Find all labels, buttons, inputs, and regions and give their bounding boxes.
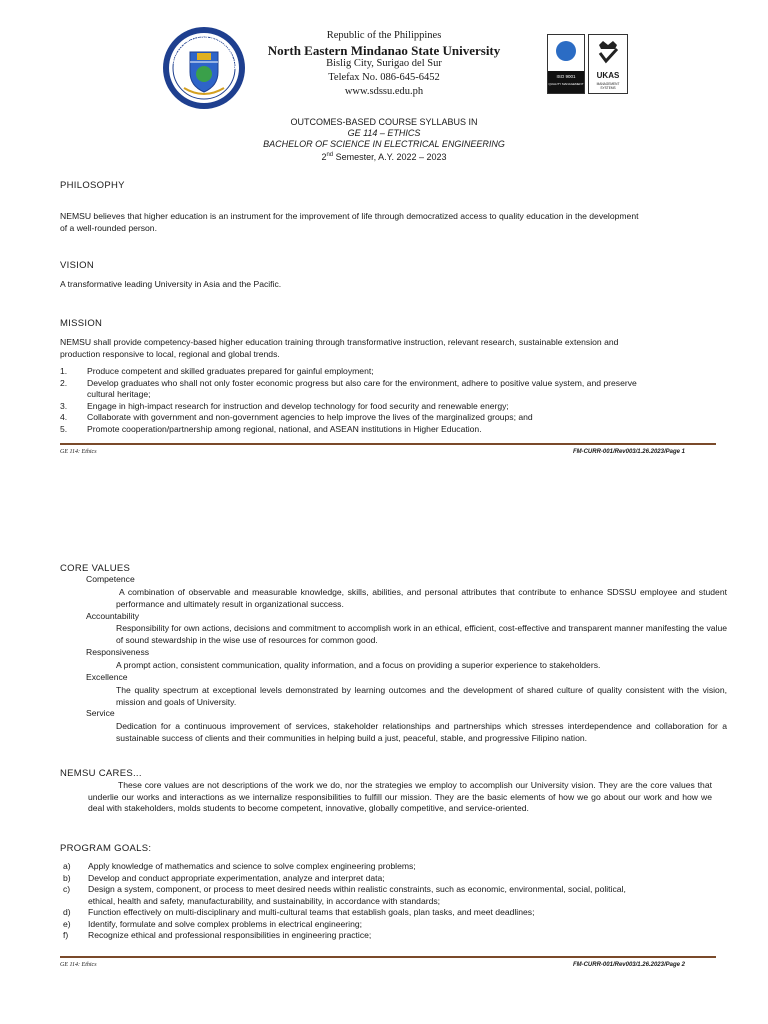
list-item-number: 5. bbox=[60, 423, 68, 434]
list-item-number: 1. bbox=[60, 366, 68, 376]
goal-letter: b) bbox=[63, 872, 71, 883]
core-value-label-responsiveness: Responsiveness bbox=[86, 647, 150, 657]
core-value-desc-service: Dedication for a continuous improvement of services, stakeholder relationships and partnerships which stresses interdependence and collaboration for a sustainable success of clients and their communities in helping build a just, peaceful, stable, and progressive Filipino nation. bbox=[116, 721, 727, 743]
philosophy-text bbox=[60, 211, 730, 234]
core-value-desc-excellence: The quality spectrum at exceptional levels demonstrated by learning outcomes and the development of shared culture of quality consistent with the vision, mission and goals of University. bbox=[116, 685, 727, 707]
nqa-logo-icon bbox=[556, 41, 576, 61]
iso-label: ISO 9001 bbox=[556, 74, 576, 79]
program-name: BACHELOR OF SCIENCE IN ELECTRICAL ENGINEERING bbox=[263, 139, 505, 149]
seal-text: NORTH EASTERN MINDANAO STA bbox=[170, 33, 239, 70]
goal-letter: c) bbox=[63, 884, 71, 894]
list-item-number: 2. bbox=[60, 377, 68, 388]
philosophy-line-2: of a well-rounded person. bbox=[60, 222, 157, 233]
semester-number: 2 bbox=[321, 152, 327, 162]
goal-text: Identify, formulate and solve complex problems in electrical engineering; bbox=[88, 918, 363, 929]
nemsu-cares-text: These core values are not descriptions of the work we do, nor the strategies we employ to accomplish our University vision. They are the core values that underlie our works and interactions as we internalize responsibilities to fulfill our mission. They are the basic elements of how we go about our work and how we deal with stakeholders, molds students to become competent, innovative, globally competitive, and service-oriented. bbox=[88, 780, 712, 813]
goal-letter: f) bbox=[63, 930, 69, 940]
course-code: GE 114 – ETHICS bbox=[347, 128, 421, 138]
header-telefax: Telefax No. 086-645-6452 bbox=[328, 72, 440, 83]
ukas-label: UKAS bbox=[596, 71, 620, 80]
goal-letter: a) bbox=[63, 861, 71, 871]
semester-text: Semester, A.Y. 2022 – 2023 bbox=[333, 152, 447, 162]
mission-text bbox=[60, 337, 730, 360]
goal-text: Recognize ethical and professional responsibilities in engineering practice; bbox=[88, 930, 372, 940]
list-item-text: cultural heritage; bbox=[87, 389, 151, 399]
semester-label bbox=[0, 150, 768, 163]
goal-text: Design a system, component, or process to meet desired needs within realistic constraints, such as economic, environmental, social, political, bbox=[88, 884, 626, 894]
footer-course: GE 114: Ethics bbox=[60, 449, 97, 455]
list-item-number: 3. bbox=[60, 400, 68, 411]
core-values-heading: CORE VALUES bbox=[60, 563, 131, 574]
mission-line-1: NEMSU shall provide competency-based higher education training through transformative instruction, relevant research, sustainable extension and bbox=[60, 337, 619, 347]
crown-check-icon bbox=[596, 39, 620, 67]
footer-form-code: FM-CURR-001/Rev003/1.26.2023/Page 1 bbox=[572, 449, 685, 455]
ukas-certification-badge bbox=[588, 34, 628, 94]
header-address: Bislig City, Surigao del Sur bbox=[326, 58, 442, 69]
philosophy-line-1: NEMSU believes that higher education is an instrument for the improvement of life through democratized access to quality education in the development bbox=[60, 211, 639, 221]
footer-form-code: FM-CURR-001/Rev003/1.26.2023/Page 2 bbox=[572, 962, 685, 968]
list-item-text: Collaborate with government and non-government agencies to help improve the lives of the marginalized groups; and bbox=[87, 412, 533, 422]
list-item-number: 4. bbox=[60, 412, 68, 422]
mission-heading: MISSION bbox=[60, 318, 103, 329]
goal-text: Develop and conduct appropriate experimentation, analyze and interpret data; bbox=[88, 872, 385, 883]
core-value-label-competence: Competence bbox=[86, 574, 135, 584]
footer-divider bbox=[60, 956, 716, 958]
core-value-label-service: Service bbox=[86, 708, 115, 718]
nemsu-cares-heading: NEMSU CARES... bbox=[60, 768, 142, 779]
core-value-label-accountability: Accountability bbox=[86, 611, 140, 621]
goal-text: ethical, health and safety, manufacturability, and sustainability, in accordance with standards; bbox=[88, 895, 441, 906]
syllabus-title: OUTCOMES-BASED COURSE SYLLABUS IN bbox=[290, 117, 478, 127]
ukas-sublabel: MANAGEMENT SYSTEMS bbox=[596, 82, 620, 90]
list-item-text: Develop graduates who shall not only foster economic progress but also care for the environment, adhere to positive value system, and preserve bbox=[87, 377, 637, 388]
list-item-text: Produce competent and skilled graduates prepared for gainful employment; bbox=[87, 366, 374, 376]
vision-text: A transformative leading University in Asia and the Pacific. bbox=[60, 279, 282, 289]
header-republic: Republic of the Philippines bbox=[326, 30, 442, 41]
mission-line-2: production responsive to local, regional and global trends. bbox=[60, 348, 280, 359]
philosophy-heading: PHILOSOPHY bbox=[60, 180, 125, 191]
goal-text: Function effectively on multi-disciplinary and multi-cultural teams that establish goals, plan tasks, and meet deadlines; bbox=[88, 907, 535, 917]
goal-text: Apply knowledge of mathematics and science to solve complex engineering problems; bbox=[88, 861, 416, 871]
iso-certification-badge bbox=[547, 34, 585, 94]
core-value-desc-competence: A combination of observable and measurable knowledge, skills, abilities, and personal attributes that contribute to enhance SDSSU employee and student performance and ultimately result in organizational success. bbox=[116, 587, 727, 609]
footer-divider bbox=[60, 443, 716, 445]
core-value-label-excellence: Excellence bbox=[86, 672, 128, 682]
list-item-text: Engage in high-impact research for instruction and develop technology for food security and renewable energy; bbox=[87, 400, 509, 411]
core-value-desc-accountability: Responsibility for own actions, decisions and commitment to accomplish work in an ethical, efficient, cost-effective and transparent manner manifesting the value of sound stewardship in the wise use of resources for common good. bbox=[116, 623, 727, 645]
iso-sublabel: QUALITY MANAGEMENT bbox=[548, 82, 584, 86]
semester-suffix: nd bbox=[326, 152, 334, 158]
goal-letter: d) bbox=[63, 907, 71, 917]
list-item-text: Promote cooperation/partnership among regional, national, and ASEAN institutions in Higher Education. bbox=[87, 423, 482, 434]
header-website: www.sdssu.edu.ph bbox=[344, 86, 424, 97]
goal-letter: e) bbox=[63, 918, 71, 929]
header-university-name: North Eastern Mindanao State University bbox=[267, 43, 501, 58]
footer-course: GE 114: Ethics bbox=[60, 962, 97, 968]
core-value-desc-responsiveness: A prompt action, consistent communication, quality information, and a focus on providing a superior experience to stakeholders. bbox=[116, 660, 601, 670]
vision-heading: VISION bbox=[60, 260, 95, 271]
program-goals-heading: PROGRAM GOALS: bbox=[60, 843, 152, 854]
